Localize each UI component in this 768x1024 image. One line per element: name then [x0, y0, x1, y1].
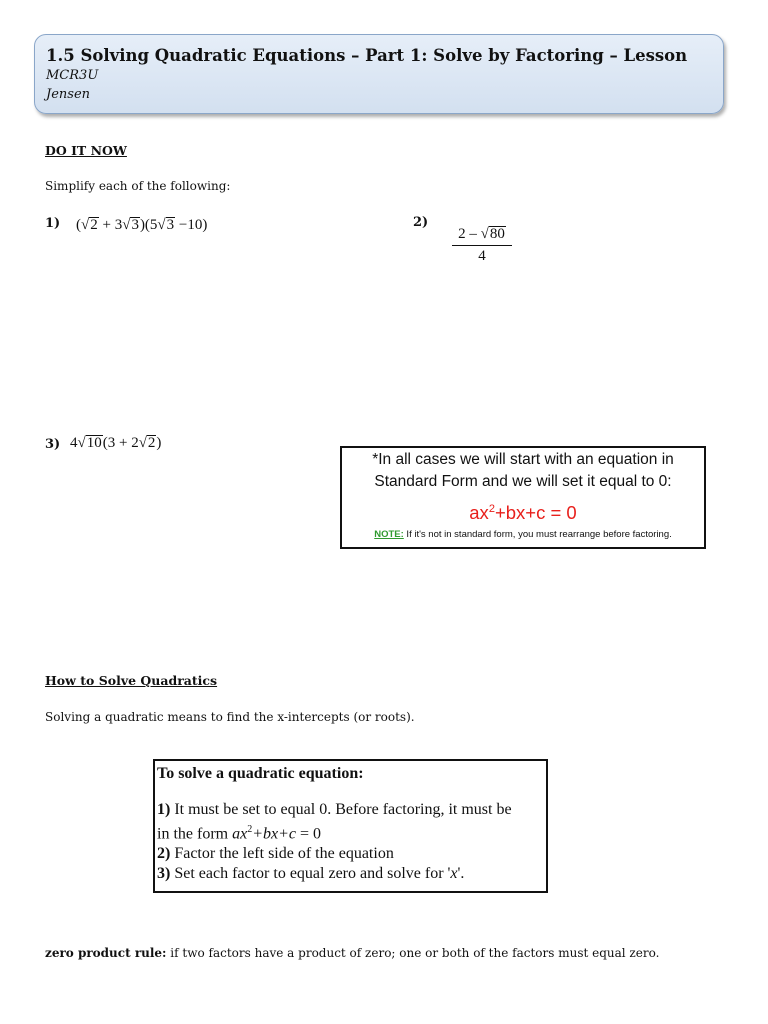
question-2-label: 2): [413, 215, 429, 230]
standard-form-line2: Standard Form and we will set it equal to 0:: [374, 473, 672, 490]
zero-product-label: zero product rule:: [45, 946, 167, 960]
page-title: 1.5 Solving Quadratic Equations – Part 1: Solve by Factoring – Lesson: [46, 46, 688, 65]
step-3: 3) Set each factor to equal zero and solve for 'x'.: [157, 865, 465, 883]
zero-product-rule: [45, 946, 659, 960]
question-3-expression: 4√10(3 + 2√2): [70, 435, 162, 451]
standard-form-line1: *In all cases we will start with an equation in: [372, 451, 674, 468]
q2-denominator: 4: [478, 248, 486, 264]
note-label: NOTE:: [374, 529, 404, 540]
do-it-now-heading: DO IT NOW: [45, 143, 127, 158]
q2-numerator-text: 2 –: [458, 226, 477, 242]
question-1-expression: (√2 + 3√3)(5√3 −10): [76, 217, 208, 233]
step-1: 1) It must be set to equal 0. Before factoring, it must be: [157, 801, 512, 818]
author-name: Jensen: [46, 87, 91, 102]
instruction-text: Simplify each of the following:: [45, 179, 231, 193]
how-to-heading: How to Solve Quadratics: [45, 673, 218, 688]
step-2: 2) Factor the left side of the equation: [157, 845, 394, 863]
steps-box: [153, 759, 548, 893]
step-1-form: in the form $ax^2+bx+c = 0$: [157, 824, 322, 843]
how-to-description: Solving a quadratic means to find the x-intercepts (or roots).: [45, 710, 415, 724]
steps-title: To solve a quadratic equation:: [157, 765, 364, 782]
standard-form-box: [340, 446, 706, 549]
zero-product-text: if two factors have a product of zero; one or both of the factors must equal zero.: [166, 946, 660, 960]
standard-form-equation: $ax^2+bx+c = 0$: [469, 502, 577, 523]
question-2-fraction: $\frac{2 - √80}{4}$: [452, 226, 512, 265]
q2-radicand: 80: [489, 226, 505, 242]
question-3-label: 3): [45, 437, 61, 452]
course-code: MCR3U: [46, 68, 99, 83]
standard-form-note: NOTE: If it's not in standard form, you must rearrange before factoring.: [374, 529, 672, 540]
question-1-label: 1): [45, 216, 61, 231]
